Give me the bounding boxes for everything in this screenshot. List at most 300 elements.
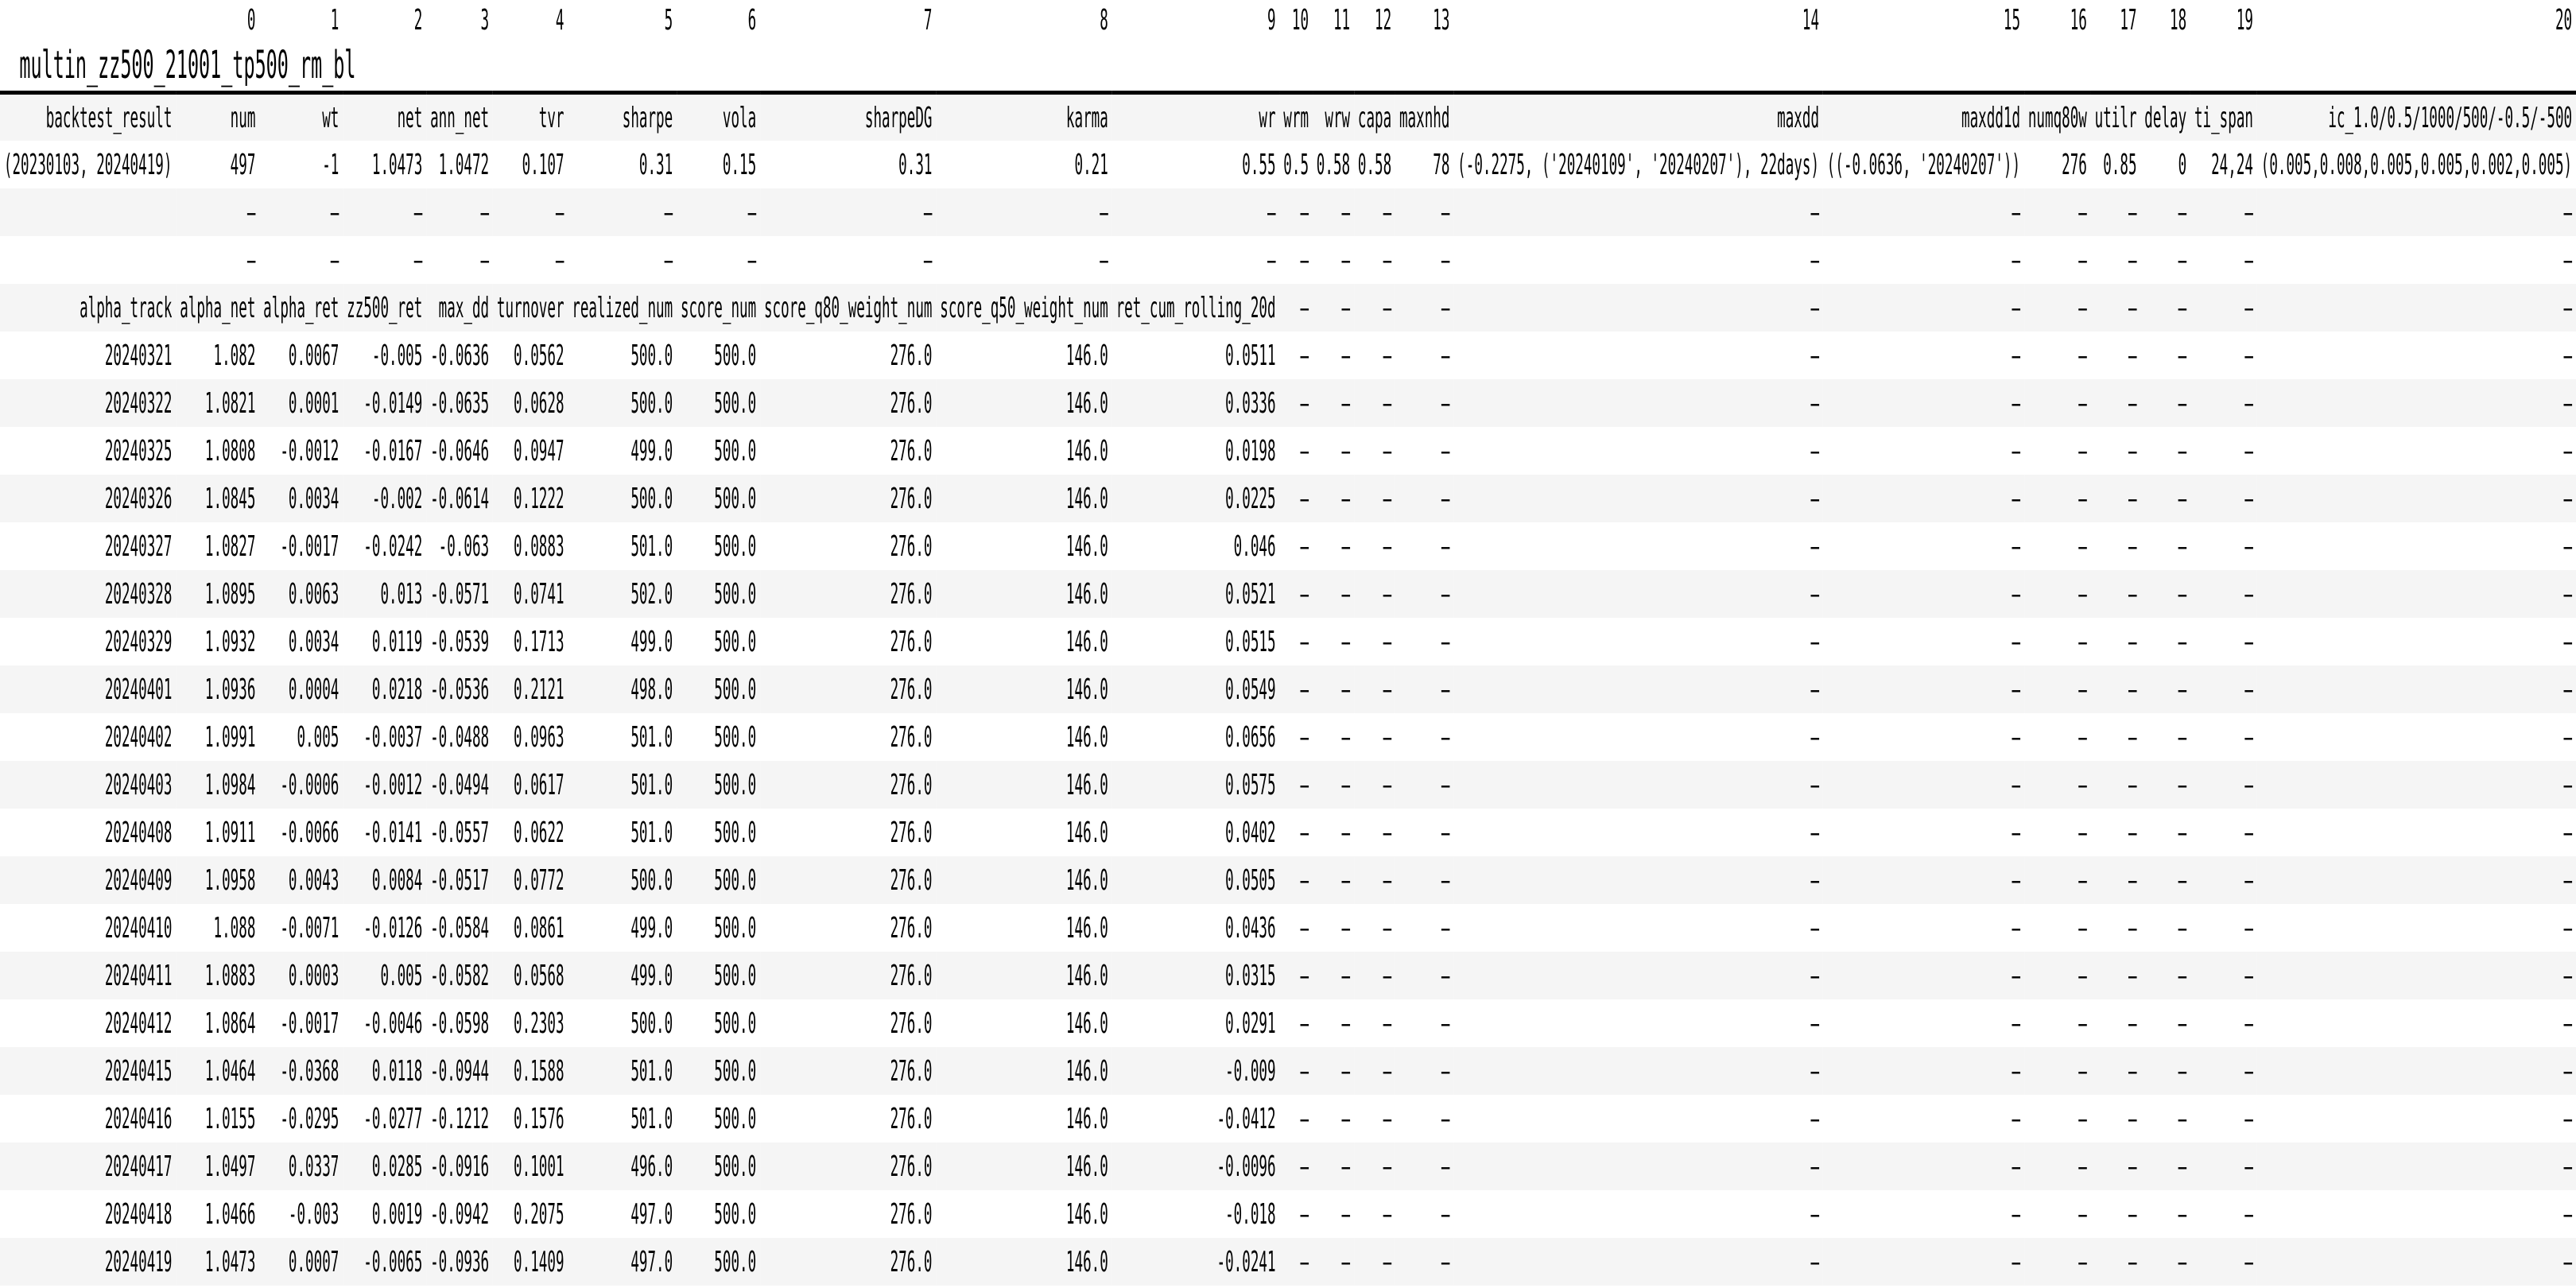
row-index-spacer xyxy=(0,0,176,40)
cell: 0.046 xyxy=(1112,522,1280,570)
cell: — xyxy=(2024,1238,2091,1286)
cell: 498.0 xyxy=(568,665,677,713)
cell: — xyxy=(1823,332,2024,379)
column-header: ann_net xyxy=(426,93,493,142)
cell: 0.0515 xyxy=(1112,618,1280,665)
cell: -0.1212 xyxy=(426,1095,493,1143)
cell: — xyxy=(2190,1047,2257,1095)
cell: — xyxy=(2024,284,2091,332)
column-header: backtest_result xyxy=(0,93,176,142)
table-row xyxy=(0,952,2576,999)
cell: 0.0019 xyxy=(343,1190,426,1238)
cell: — xyxy=(1453,1095,1823,1143)
cell: 500.0 xyxy=(677,952,760,999)
cell: — xyxy=(2190,1190,2257,1238)
cell: — xyxy=(1313,1095,1354,1143)
cell: 500.0 xyxy=(677,1238,760,1286)
column-header: wrw xyxy=(1313,93,1354,142)
cell: — xyxy=(1453,236,1823,284)
cell: — xyxy=(2257,475,2576,522)
cell: turnover xyxy=(493,284,568,332)
cell: 501.0 xyxy=(568,809,677,856)
cell: — xyxy=(1395,1047,1453,1095)
cell: — xyxy=(2024,904,2091,952)
cell: — xyxy=(1453,1143,1823,1190)
cell: 0.2075 xyxy=(493,1190,568,1238)
row-index: 20240412 xyxy=(0,999,176,1047)
cell: 499.0 xyxy=(568,427,677,475)
table-body xyxy=(0,141,2576,1286)
cell: 500.0 xyxy=(568,332,677,379)
cell: — xyxy=(2190,1238,2257,1286)
cell: — xyxy=(2190,379,2257,427)
cell: — xyxy=(1112,188,1280,236)
cell: — xyxy=(1395,284,1453,332)
table-row xyxy=(0,856,2576,904)
cell: 0.0947 xyxy=(493,427,568,475)
cell: 0.0617 xyxy=(493,761,568,809)
cell: — xyxy=(2091,379,2141,427)
cell: — xyxy=(1354,999,1395,1047)
cell: — xyxy=(1395,665,1453,713)
table-head xyxy=(0,0,2576,141)
cell: — xyxy=(1823,1238,2024,1286)
column-header: num xyxy=(176,93,259,142)
cell: 276.0 xyxy=(760,1190,936,1238)
cell: 146.0 xyxy=(936,809,1111,856)
cell: — xyxy=(2024,1190,2091,1238)
cell: — xyxy=(2140,761,2190,809)
cell: — xyxy=(1453,809,1823,856)
cell: — xyxy=(1313,284,1354,332)
cell: — xyxy=(2140,522,2190,570)
cell: — xyxy=(1279,236,1312,284)
cell: — xyxy=(677,188,760,236)
cell: — xyxy=(2140,188,2190,236)
cell: -0.0126 xyxy=(343,904,426,952)
cell: — xyxy=(2024,999,2091,1047)
cell: — xyxy=(1313,665,1354,713)
cell: — xyxy=(426,188,493,236)
row-index: 20240325 xyxy=(0,427,176,475)
cell: -0.0295 xyxy=(259,1095,343,1143)
cell: — xyxy=(2140,332,2190,379)
row-index: (20230103, 20240419) xyxy=(0,141,176,188)
cell: -0.0006 xyxy=(259,761,343,809)
cell: — xyxy=(1354,761,1395,809)
cell: 1.088 xyxy=(176,904,259,952)
cell: — xyxy=(2190,1143,2257,1190)
cell: — xyxy=(1453,332,1823,379)
cell: — xyxy=(1313,904,1354,952)
cell: 0.0575 xyxy=(1112,761,1280,809)
cell: 0.0656 xyxy=(1112,713,1280,761)
cell: — xyxy=(2091,1095,2141,1143)
table-row xyxy=(0,284,2576,332)
cell: 24,24 xyxy=(2190,141,2257,188)
row-index: 20240329 xyxy=(0,618,176,665)
cell: 499.0 xyxy=(568,618,677,665)
cell: — xyxy=(1395,236,1453,284)
cell: — xyxy=(2257,188,2576,236)
table-row xyxy=(0,236,2576,284)
cell: — xyxy=(2091,1238,2141,1286)
cell: 0.58 xyxy=(1354,141,1395,188)
cell: 276.0 xyxy=(760,475,936,522)
cell: 146.0 xyxy=(936,427,1111,475)
cell: 146.0 xyxy=(936,904,1111,952)
cell: — xyxy=(2190,856,2257,904)
cell: — xyxy=(1395,713,1453,761)
cell: — xyxy=(1354,332,1395,379)
cell: — xyxy=(2190,952,2257,999)
table-row xyxy=(0,332,2576,379)
cell: 276.0 xyxy=(760,999,936,1047)
cell: — xyxy=(1823,952,2024,999)
table-row xyxy=(0,475,2576,522)
cell: — xyxy=(2140,236,2190,284)
column-header: wrm xyxy=(1279,93,1312,142)
cell: -0.0646 xyxy=(426,427,493,475)
cell: 0.15 xyxy=(677,141,760,188)
cell: — xyxy=(1313,856,1354,904)
cell: 0.2303 xyxy=(493,999,568,1047)
column-index: 3 xyxy=(426,0,493,40)
cell: — xyxy=(176,188,259,236)
cell: 276 xyxy=(2024,141,2091,188)
cell: — xyxy=(1453,188,1823,236)
header-row xyxy=(0,93,2576,142)
column-header: delay xyxy=(2140,93,2190,142)
cell: 500.0 xyxy=(677,713,760,761)
cell: -0.0368 xyxy=(259,1047,343,1095)
cell: — xyxy=(1453,1238,1823,1286)
cell: 0.005 xyxy=(343,952,426,999)
cell: — xyxy=(2024,475,2091,522)
cell: — xyxy=(2091,1047,2141,1095)
cell: — xyxy=(1354,522,1395,570)
cell: — xyxy=(426,236,493,284)
cell: — xyxy=(1823,665,2024,713)
cell: — xyxy=(1354,809,1395,856)
cell: -0.0241 xyxy=(1112,1238,1280,1286)
cell: 146.0 xyxy=(936,761,1111,809)
column-index: 18 xyxy=(2140,0,2190,40)
cell: — xyxy=(1313,570,1354,618)
cell: 78 xyxy=(1395,141,1453,188)
cell: — xyxy=(1313,618,1354,665)
cell: 0.0007 xyxy=(259,1238,343,1286)
cell: 500.0 xyxy=(677,761,760,809)
cell: 1.0845 xyxy=(176,475,259,522)
cell: 0.0034 xyxy=(259,618,343,665)
cell: -0.0412 xyxy=(1112,1095,1280,1143)
cell: — xyxy=(343,236,426,284)
cell: — xyxy=(1279,379,1312,427)
cell: 0 xyxy=(2140,141,2190,188)
cell: — xyxy=(1823,618,2024,665)
cell: — xyxy=(2024,713,2091,761)
table-row xyxy=(0,1190,2576,1238)
cell: — xyxy=(2257,1047,2576,1095)
cell: 0.1588 xyxy=(493,1047,568,1095)
cell: — xyxy=(1279,284,1312,332)
cell: 0.107 xyxy=(493,141,568,188)
column-index: 19 xyxy=(2190,0,2257,40)
cell: 276.0 xyxy=(760,665,936,713)
table-row xyxy=(0,904,2576,952)
column-index: 6 xyxy=(677,0,760,40)
cell: 0.0337 xyxy=(259,1143,343,1190)
table-row xyxy=(0,713,2576,761)
cell: 0.0622 xyxy=(493,809,568,856)
cell: -0.063 xyxy=(426,522,493,570)
cell: — xyxy=(1823,1143,2024,1190)
column-index: 15 xyxy=(1823,0,2024,40)
table-row xyxy=(0,761,2576,809)
cell: — xyxy=(176,236,259,284)
cell: ((-0.0636, '20240207')) xyxy=(1823,141,2024,188)
cell: — xyxy=(1823,713,2024,761)
cell: — xyxy=(1313,188,1354,236)
cell: — xyxy=(2024,1095,2091,1143)
cell: 1.0472 xyxy=(426,141,493,188)
cell: — xyxy=(2091,522,2141,570)
cell: 0.0628 xyxy=(493,379,568,427)
cell: -0.0916 xyxy=(426,1143,493,1190)
cell: 0.1576 xyxy=(493,1095,568,1143)
cell: -0.003 xyxy=(259,1190,343,1238)
cell: — xyxy=(1354,713,1395,761)
cell: — xyxy=(1313,999,1354,1047)
cell: 500.0 xyxy=(677,427,760,475)
cell: 146.0 xyxy=(936,713,1111,761)
row-index: 20240417 xyxy=(0,1143,176,1190)
column-header: maxdd xyxy=(1453,93,1823,142)
column-index: 1 xyxy=(259,0,343,40)
cell: 1.0466 xyxy=(176,1190,259,1238)
cell: 496.0 xyxy=(568,1143,677,1190)
cell: 0.0883 xyxy=(493,522,568,570)
cell: — xyxy=(1453,1047,1823,1095)
cell: — xyxy=(1279,761,1312,809)
cell: — xyxy=(2140,665,2190,713)
column-index: 16 xyxy=(2024,0,2091,40)
cell: 500.0 xyxy=(568,856,677,904)
cell: 0.0218 xyxy=(343,665,426,713)
cell: 0.013 xyxy=(343,570,426,618)
cell: 0.0505 xyxy=(1112,856,1280,904)
cell: — xyxy=(1354,236,1395,284)
cell: 146.0 xyxy=(936,379,1111,427)
cell: — xyxy=(2091,904,2141,952)
cell: -0.0614 xyxy=(426,475,493,522)
cell: 276.0 xyxy=(760,522,936,570)
cell: 1.0895 xyxy=(176,570,259,618)
cell: — xyxy=(2257,1143,2576,1190)
cell: — xyxy=(568,188,677,236)
cell: — xyxy=(1395,999,1453,1047)
cell: — xyxy=(2190,713,2257,761)
row-index: 20240322 xyxy=(0,379,176,427)
cell: 0.1001 xyxy=(493,1143,568,1190)
table-row xyxy=(0,665,2576,713)
cell: 0.0119 xyxy=(343,618,426,665)
cell: 276.0 xyxy=(760,904,936,952)
cell: -0.0017 xyxy=(259,522,343,570)
cell: -0.005 xyxy=(343,332,426,379)
cell: 0.1222 xyxy=(493,475,568,522)
column-index: 0 xyxy=(176,0,259,40)
row-index: 20240408 xyxy=(0,809,176,856)
cell: — xyxy=(2091,952,2141,999)
cell: — xyxy=(1453,475,1823,522)
cell: — xyxy=(1279,427,1312,475)
cell: — xyxy=(1823,475,2024,522)
cell: 0.1409 xyxy=(493,1238,568,1286)
table-row xyxy=(0,1238,2576,1286)
cell: 146.0 xyxy=(936,475,1111,522)
row-index: 20240409 xyxy=(0,856,176,904)
cell: 276.0 xyxy=(760,761,936,809)
cell: — xyxy=(1354,1190,1395,1238)
cell: — xyxy=(2190,475,2257,522)
cell: — xyxy=(2257,379,2576,427)
cell: — xyxy=(2024,618,2091,665)
cell: — xyxy=(2024,522,2091,570)
row-index: 20240419 xyxy=(0,1238,176,1286)
cell: -0.0636 xyxy=(426,332,493,379)
cell: — xyxy=(2140,379,2190,427)
cell: — xyxy=(2024,1047,2091,1095)
cell: — xyxy=(1823,236,2024,284)
cell: -0.0598 xyxy=(426,999,493,1047)
column-index: 14 xyxy=(1453,0,1823,40)
column-header: maxnhd xyxy=(1395,93,1453,142)
cell: — xyxy=(2024,332,2091,379)
cell: 0.0772 xyxy=(493,856,568,904)
cell: — xyxy=(2091,761,2141,809)
cell: 500.0 xyxy=(677,570,760,618)
cell: — xyxy=(2091,856,2141,904)
cell: — xyxy=(1395,618,1453,665)
cell: 500.0 xyxy=(677,332,760,379)
cell: 0.0084 xyxy=(343,856,426,904)
cell: — xyxy=(1395,475,1453,522)
cell: 500.0 xyxy=(677,379,760,427)
cell: 146.0 xyxy=(936,332,1111,379)
cell: 500.0 xyxy=(677,475,760,522)
row-index: 20240327 xyxy=(0,522,176,570)
cell: 0.0004 xyxy=(259,665,343,713)
cell: 146.0 xyxy=(936,856,1111,904)
cell: 502.0 xyxy=(568,570,677,618)
cell: 1.0864 xyxy=(176,999,259,1047)
cell: — xyxy=(2140,856,2190,904)
cell: — xyxy=(1279,618,1312,665)
cell: — xyxy=(1453,952,1823,999)
cell: 499.0 xyxy=(568,952,677,999)
cell: -0.0517 xyxy=(426,856,493,904)
cell: 499.0 xyxy=(568,904,677,952)
cell: — xyxy=(1453,1190,1823,1238)
cell: -0.0488 xyxy=(426,713,493,761)
cell: 146.0 xyxy=(936,618,1111,665)
cell: — xyxy=(2091,1143,2141,1190)
cell: — xyxy=(2140,713,2190,761)
row-index xyxy=(0,188,176,236)
cell: — xyxy=(1395,522,1453,570)
cell: — xyxy=(2024,665,2091,713)
cell: — xyxy=(1395,904,1453,952)
cell: 0.0315 xyxy=(1112,952,1280,999)
cell: 0.0741 xyxy=(493,570,568,618)
cell: — xyxy=(1313,809,1354,856)
cell: — xyxy=(1354,665,1395,713)
cell: — xyxy=(2190,761,2257,809)
cell: 0.0521 xyxy=(1112,570,1280,618)
cell: 0.58 xyxy=(1313,141,1354,188)
cell: — xyxy=(2140,952,2190,999)
cell: 0.0198 xyxy=(1112,427,1280,475)
cell: — xyxy=(1279,1238,1312,1286)
row-index: 20240328 xyxy=(0,570,176,618)
cell: — xyxy=(2257,713,2576,761)
cell: — xyxy=(2024,570,2091,618)
cell: — xyxy=(2140,904,2190,952)
cell: 276.0 xyxy=(760,1095,936,1143)
cell: -0.0936 xyxy=(426,1238,493,1286)
cell: — xyxy=(1453,284,1823,332)
cell: — xyxy=(1313,1143,1354,1190)
cell: 501.0 xyxy=(568,761,677,809)
cell: 0.0034 xyxy=(259,475,343,522)
cell: alpha_ret xyxy=(259,284,343,332)
column-index: 9 xyxy=(1112,0,1280,40)
cell: — xyxy=(1453,427,1823,475)
cell: — xyxy=(1823,999,2024,1047)
row-index: 20240402 xyxy=(0,713,176,761)
cell: — xyxy=(1313,522,1354,570)
cell: — xyxy=(2024,188,2091,236)
cell: 0.0562 xyxy=(493,332,568,379)
table-row xyxy=(0,1047,2576,1095)
cell: — xyxy=(343,188,426,236)
cell: — xyxy=(2091,332,2141,379)
cell: — xyxy=(936,236,1111,284)
cell: — xyxy=(1279,904,1312,952)
cell: — xyxy=(2257,522,2576,570)
cell: — xyxy=(1823,856,2024,904)
cell: — xyxy=(2257,236,2576,284)
cell: 500.0 xyxy=(677,904,760,952)
cell: 146.0 xyxy=(936,1095,1111,1143)
column-header: vola xyxy=(677,93,760,142)
column-header: numq80w xyxy=(2024,93,2091,142)
cell: 146.0 xyxy=(936,570,1111,618)
cell: -0.0149 xyxy=(343,379,426,427)
column-index: 4 xyxy=(493,0,568,40)
cell: — xyxy=(1823,761,2024,809)
cell: — xyxy=(2091,809,2141,856)
cell: — xyxy=(1453,665,1823,713)
column-header: utilr xyxy=(2091,93,2141,142)
cell: — xyxy=(1453,904,1823,952)
column-index: 11 xyxy=(1313,0,1354,40)
cell: 146.0 xyxy=(936,1190,1111,1238)
title-row xyxy=(0,40,2576,93)
cell: (0.005,0.008,0.005,0.005,0.002,0.005) xyxy=(2257,141,2576,188)
